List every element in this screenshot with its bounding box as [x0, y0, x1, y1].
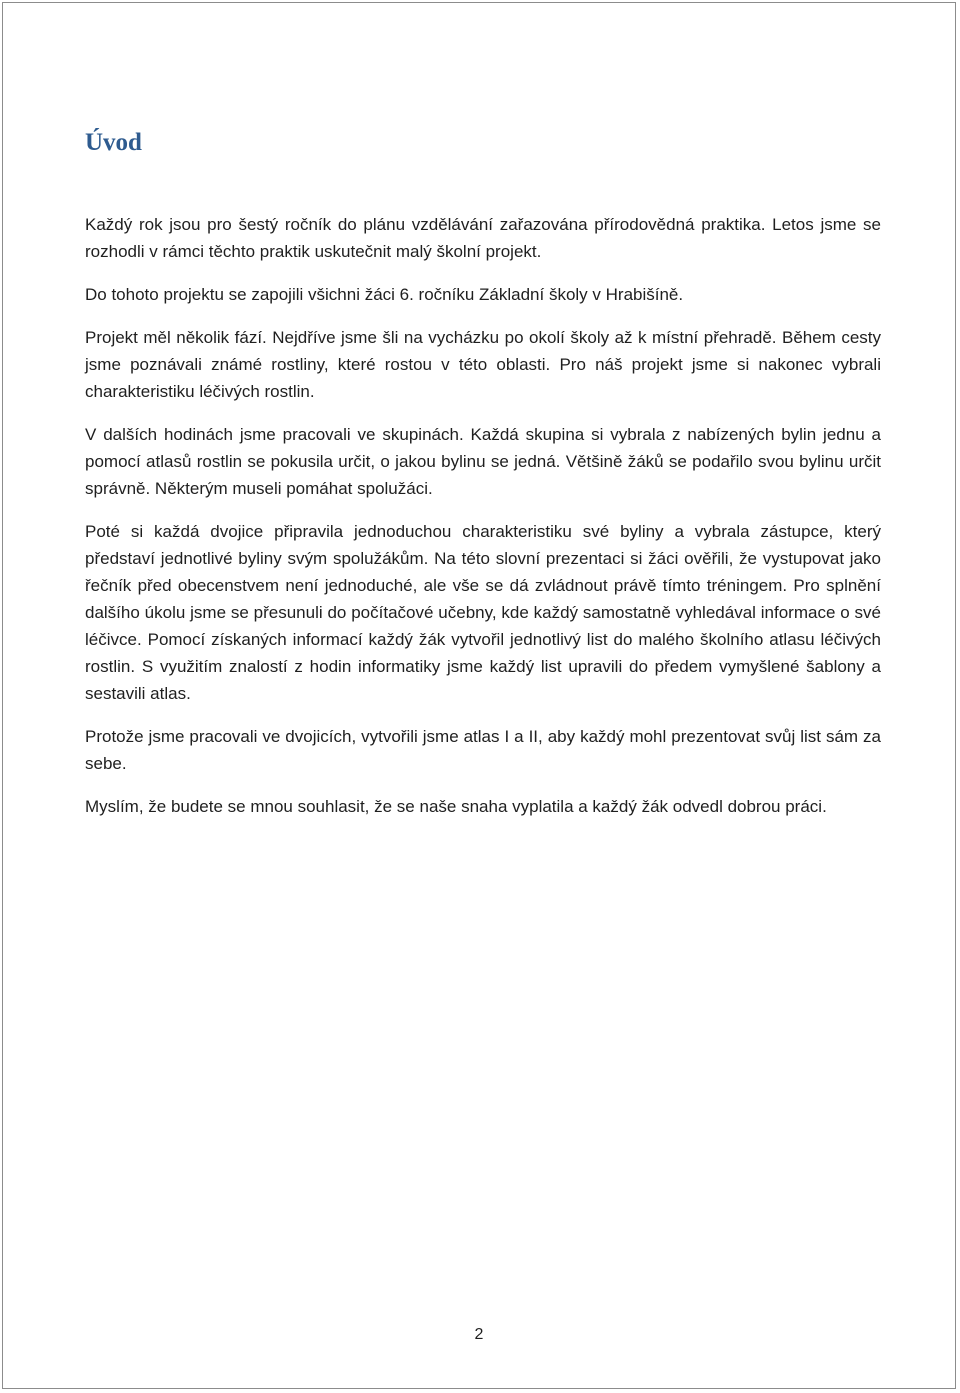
section-heading: Úvod [85, 129, 142, 156]
paragraph-conclusion: Myslím, že budete se mnou souhlasit, že se naše snaha vyplatila a každý žák odvedl dobrou práci. [85, 797, 827, 816]
page-content [85, 123, 881, 836]
page-number: 2 [474, 1326, 484, 1343]
body-text [85, 211, 881, 820]
paragraph-presentation: Poté si každá dvojice připravila jednoduchou charakteristiku své byliny a vybrala zástupce, který představí jednotlivé byliny svým spolužákům. Na této slovní prezentaci si žáci ověřili, že vystupovat jako řečník před obecenstvem není jednoduché, ale vše se dá zvládnout právě tímto tréningem. Pro splnění dalšího úkolu jsme se přesunuli do počítačové učebny, kde každý samostatně vyhledával informace o své léčivce. Pomocí získaných informací každý žák vytvořil jednotlivý list do malého školního atlasu léčivých rostlin. S využitím znalostí z hodin informatiky jsme každý list upravili do předem vymyšlené šablony a sestavili atlas. [85, 522, 881, 703]
paragraph-participants: Do tohoto projektu se zapojili všichni žáci 6. ročníku Základní školy v Hrabišíně. [85, 285, 684, 304]
document-page [2, 2, 956, 1389]
paragraph-groups: V dalších hodinách jsme pracovali ve skupinách. Každá skupina si vybrala z nabízených bylin jednu a pomocí atlasů rostlin se pokusila určit, o jakou bylinu se jedná. Většině žáků se podařilo svou bylinu určit správně. Některým museli pomáhat spolužáci. [85, 425, 881, 498]
paragraph-phases: Projekt měl několik fází. Nejdříve jsme šli na vycházku po okolí školy až k místní přehradě. Během cesty jsme poznávali známé rostliny, které rostou v této oblasti. Pro náš projekt jsme si nakonec vybrali charakteristiku léčivých rostlin. [85, 328, 881, 401]
paragraph-atlas: Protože jsme pracovali ve dvojicích, vytvořili jsme atlas I a II, aby každý mohl prezentovat svůj list sám za sebe. [85, 727, 881, 773]
paragraph-intro: Každý rok jsou pro šestý ročník do plánu vzdělávání zařazována přírodovědná praktika. Letos jsme se rozhodli v rámci těchto praktik uskutečnit malý školní projekt. [85, 215, 881, 261]
